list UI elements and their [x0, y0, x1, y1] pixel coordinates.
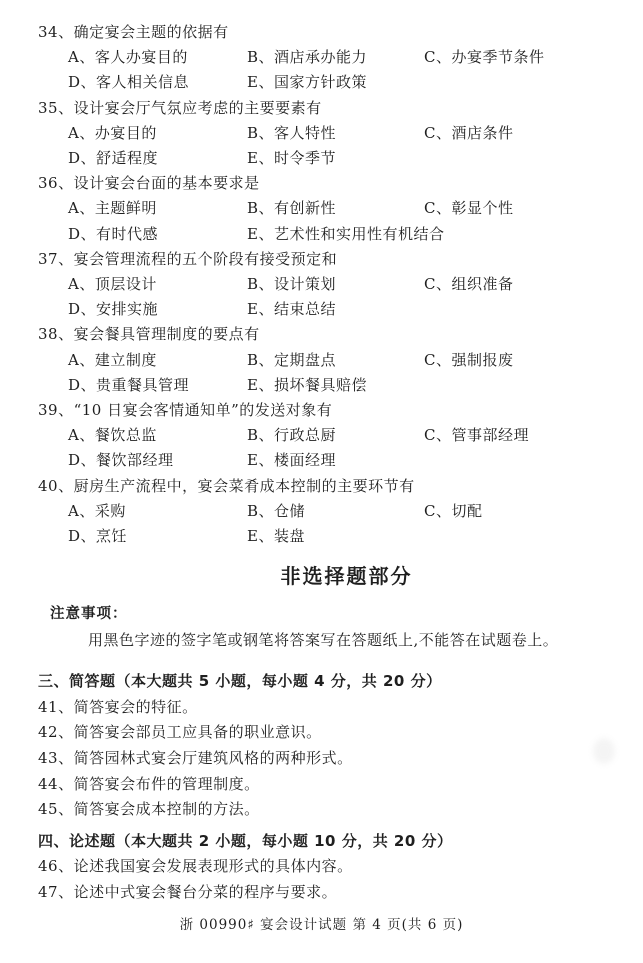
question-stem-text: 确定宴会主题的依据有	[73, 23, 229, 41]
question-text: 论述我国宴会发展表现形式的具体内容。	[73, 857, 353, 876]
notes-label: 注意事项：	[50, 606, 128, 623]
answer-option: E、艺术性和实用性有机结合	[247, 224, 445, 243]
answer-option: C、组织准备	[424, 275, 514, 294]
question-number: 34、	[38, 23, 74, 41]
answer-option: E、损坏餐具赔偿	[247, 375, 367, 394]
question-stem-text: 宴会管理流程的五个阶段有接受预定和	[73, 249, 338, 268]
question-text: 简答宴会布件的管理制度。	[73, 774, 260, 793]
option-row	[38, 373, 643, 398]
scan-smudge	[593, 738, 615, 764]
short-answer-question	[38, 797, 643, 823]
option-row	[38, 348, 643, 373]
question-number: 41、	[38, 697, 74, 716]
answer-option: E、结束总结	[247, 300, 336, 319]
question-stem	[38, 20, 643, 45]
question-stem-text: 厨房生产流程中，宴会菜肴成本控制的主要环节有	[73, 476, 415, 495]
question-number: 37、	[38, 249, 74, 268]
answer-option: E、国家方针政策	[247, 73, 367, 92]
answer-option: A、采购	[68, 501, 126, 520]
answer-option: C、切配	[424, 501, 483, 520]
short-answer-question	[38, 695, 643, 721]
question-stem	[38, 474, 643, 499]
answer-option: B、有创新性	[247, 199, 337, 218]
question-number: 46、	[38, 857, 74, 876]
short-answer-question	[38, 746, 643, 772]
question-text: 论述中式宴会餐台分菜的程序与要求。	[73, 882, 338, 901]
question-number: 43、	[38, 748, 74, 767]
question-number: 39、	[38, 401, 74, 420]
question-number: 40、	[38, 476, 74, 495]
answer-option: D、舒适程度	[68, 149, 159, 168]
question-stem-text: 设计宴会台面的基本要求是	[73, 174, 260, 193]
short-answer-question	[38, 772, 643, 798]
answer-option: A、主题鲜明	[68, 199, 157, 218]
option-row	[38, 146, 643, 171]
option-row	[38, 297, 643, 322]
option-row	[38, 70, 643, 95]
answer-option: D、烹饪	[68, 527, 128, 546]
answer-option: A、客人办宴目的	[68, 48, 188, 67]
answer-option: B、定期盘点	[247, 350, 337, 369]
question-stem-text: 宴会餐具管理制度的要点有	[73, 325, 260, 344]
essay-list	[0, 854, 643, 905]
question-stem	[38, 247, 643, 272]
answer-option: B、行政总厨	[247, 426, 337, 445]
answer-option: C、酒店条件	[424, 123, 514, 142]
answer-option: A、建立制度	[68, 350, 157, 369]
option-row	[38, 45, 643, 70]
choice-question	[38, 474, 643, 550]
answer-option: C、彰显个性	[424, 199, 514, 218]
section-title: 非选择题部分	[280, 564, 413, 589]
notes-text: 用黑色字迹的签字笔或钢笔将答案写在答题纸上,不能答在试题卷上。	[88, 630, 559, 649]
option-row	[38, 499, 643, 524]
notes-block	[0, 602, 643, 653]
question-stem	[38, 171, 643, 196]
answer-option: A、顶层设计	[68, 275, 157, 294]
option-row	[38, 423, 643, 448]
answer-option: D、贵重餐具管理	[68, 375, 190, 394]
choice-question	[38, 20, 643, 96]
question-number: 45、	[38, 800, 74, 819]
question-number: 42、	[38, 723, 74, 742]
choice-question	[38, 322, 643, 398]
answer-option: C、强制报废	[424, 350, 514, 369]
answer-option: E、楼面经理	[247, 451, 336, 470]
answer-option: B、仓储	[247, 501, 306, 520]
question-text: 简答宴会成本控制的方法。	[73, 800, 260, 819]
question-number: 36、	[38, 174, 74, 193]
option-row	[38, 121, 643, 146]
question-stem-text: “10 日宴会客情通知单”的发送对象有	[73, 401, 333, 420]
answer-option: E、装盘	[247, 527, 305, 546]
question-stem-text: 设计宴会厅气氛应考虑的主要要素有	[73, 98, 322, 117]
question-number: 35、	[38, 98, 74, 117]
question-number: 47、	[38, 882, 74, 901]
option-row	[38, 222, 643, 247]
answer-option: B、酒店承办能力	[247, 48, 368, 67]
answer-option: E、时令季节	[247, 149, 336, 168]
essay-question	[38, 854, 643, 880]
question-stem	[38, 398, 643, 423]
answer-option: D、客人相关信息	[68, 73, 190, 92]
choice-question	[38, 398, 643, 474]
multiple-choice-section	[0, 20, 643, 549]
essay-header: 四、论述题（本大题共 2 小题，每小题 10 分，共 20 分）	[38, 831, 453, 850]
question-stem	[38, 322, 643, 347]
answer-option: D、餐饮部经理	[68, 451, 174, 470]
answer-option: D、有时代感	[68, 224, 159, 243]
option-row	[38, 524, 643, 549]
choice-question	[38, 96, 643, 172]
question-number: 38、	[38, 325, 74, 344]
option-row	[38, 448, 643, 473]
question-text: 简答宴会部员工应具备的职业意识。	[73, 723, 322, 742]
choice-question	[38, 247, 643, 323]
question-text: 简答园林式宴会厅建筑风格的两种形式。	[73, 748, 353, 767]
page-footer: 浙 00990♯ 宴会设计试题 第 4 页(共 6 页)	[179, 917, 464, 933]
choice-question	[38, 171, 643, 247]
essay-question	[38, 880, 643, 906]
question-text: 简答宴会的特征。	[73, 697, 198, 716]
answer-option: D、安排实施	[68, 300, 159, 319]
question-number: 44、	[38, 774, 74, 793]
answer-option: C、办宴季节条件	[424, 48, 545, 67]
answer-option: A、办宴目的	[68, 123, 157, 142]
answer-option: C、管事部经理	[424, 426, 529, 445]
answer-option: B、设计策划	[247, 275, 337, 294]
option-row	[38, 272, 643, 297]
answer-option: A、餐饮总监	[68, 426, 157, 445]
short-answer-list	[0, 695, 643, 823]
question-stem	[38, 96, 643, 121]
option-row	[38, 196, 643, 221]
short-answer-header: 三、简答题（本大题共 5 小题，每小题 4 分，共 20 分）	[38, 672, 442, 691]
answer-option: B、客人特性	[247, 123, 337, 142]
short-answer-question	[38, 720, 643, 746]
